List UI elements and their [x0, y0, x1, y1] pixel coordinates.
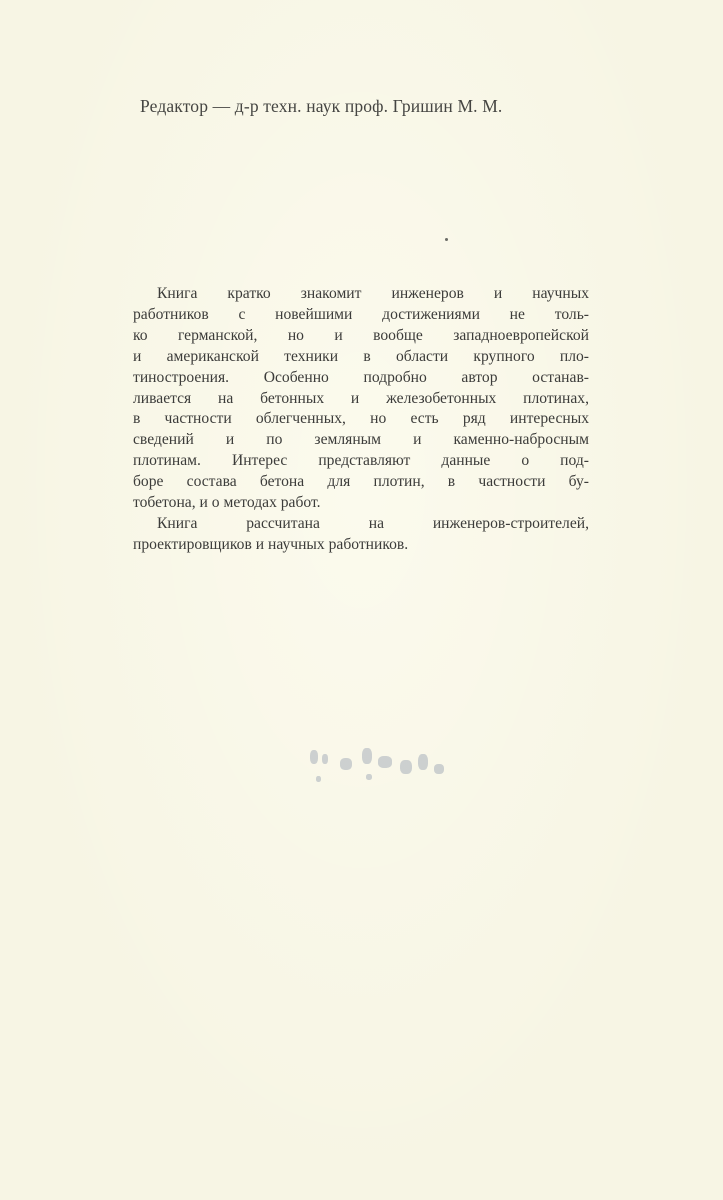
abstract-line: проектировщиков и научных работников. [133, 535, 409, 553]
book-abstract [133, 284, 589, 556]
abstract-line: Книга кратко знакомит инженеров и научных [157, 285, 589, 302]
abstract-line: тиностроения. Особенно подробно автор останав- [133, 368, 589, 386]
faded-library-stamp [306, 744, 448, 790]
print-speck [445, 238, 448, 241]
editor-credit: Редактор — д-р техн. наук проф. Гришин М. М. [140, 96, 503, 116]
abstract-line: сведений и по земляным и каменно-набросным [133, 431, 589, 449]
abstract-line: плотинам. Интерес представляют данные о под- [133, 452, 589, 470]
abstract-paragraph-2 [133, 514, 589, 556]
abstract-line: ко германской, но и вообще западноевропейской [133, 326, 589, 344]
abstract-line: тобетона, и о методах работ. [133, 494, 321, 512]
abstract-line: работников с новейшими достижениями не толь- [133, 305, 589, 323]
abstract-line: Книга рассчитана на инженеров-строителей, [157, 514, 589, 532]
abstract-line: в частности облегченных, но есть ряд интересных [133, 410, 589, 428]
abstract-line: боре состава бетона для плотин, в частности бу- [133, 473, 589, 491]
abstract-line: ливается на бетонных и железобетонных плотинах, [133, 389, 589, 407]
abstract-line: и американской техники в области крупного пло- [133, 347, 589, 365]
abstract-paragraph-1 [133, 284, 589, 514]
